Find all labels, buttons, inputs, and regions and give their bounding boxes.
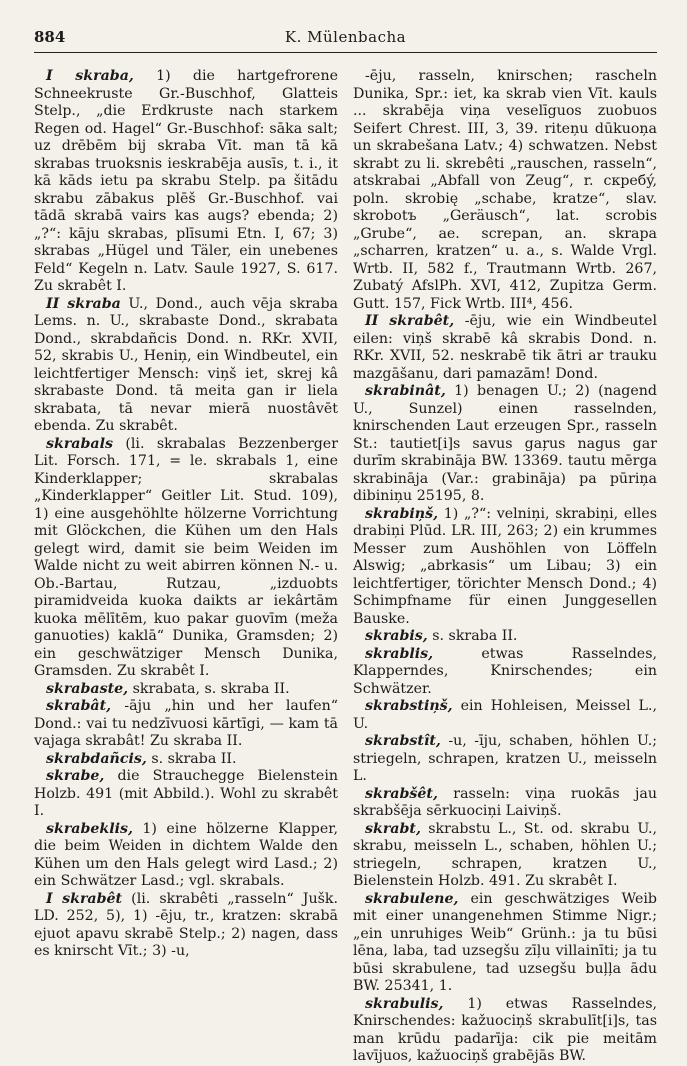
entry-text: s. skraba II. — [432, 628, 518, 644]
dictionary-entry — [353, 383, 657, 506]
dictionary-entry — [34, 296, 338, 436]
entry-headword: skrabis, — [365, 628, 428, 644]
entry-text: skrabata, s. skraba II. — [132, 680, 290, 697]
page-header — [34, 22, 657, 53]
page-number: 884 — [34, 28, 66, 46]
dictionary-entry — [353, 698, 657, 733]
entry-headword: skrabt, — [365, 820, 421, 837]
dictionary-entry — [353, 68, 657, 313]
entry-headword: skrabšêt, — [365, 785, 438, 802]
entry-headword: II skrabêt, — [365, 313, 455, 329]
entry-text: U., Dond., auch vēja skraba Lems. n. U., skrabaste Dond., skrabata Dond., skrabdañcis Dond. n. RKr. XVII, 52, skrabis U., Heniņ, ein Windbeutel, ein leichtfertiger Mensch: viņš iet, skrej kâ skrabaste Dond. tā meita gan ir liela skrabata, tā nevar mierā nuostâvēt ebenda. Zu skrabêt. — [34, 295, 338, 434]
dictionary-entry — [353, 646, 657, 699]
entry-text: skrabstu L., St. od. skrabu U., skrabu, meisseln L., schaben, höhlen U.; striegeln, schrapen, kratzen U., Bielenstein Holzb. 491. Zu skrabêt I. — [353, 820, 657, 889]
entry-headword: skrablis, — [365, 645, 434, 662]
dictionary-entry — [353, 506, 657, 629]
entry-headword: I skraba, — [46, 68, 134, 84]
entry-text: (li. skrabêti „rasseln“ Jušk. LD. 252, 5), 1) -ēju, tr., kratzen: skrabā ejuot apavu skrabē Stelp.; 2) nagen, dass es knirscht Vīt.; 3) -u, — [34, 890, 338, 959]
dictionary-entry — [353, 821, 657, 891]
entry-text: s. skraba II. — [151, 750, 237, 767]
entry-headword: skrabinât, — [365, 383, 446, 399]
dictionary-entry — [34, 68, 338, 296]
entry-text: ein Hohleisen, Meissel L., U. — [353, 698, 657, 732]
entry-text: -ēju, wie ein Windbeutel eilen: viņš skrabē kâ skrabis Dond. n. RKr. XVII, 52. neskrabē tik ātri ar trauku mazgāšanu, dari pamazām! Dond. — [353, 313, 657, 382]
dictionary-entry — [353, 996, 657, 1066]
dictionary-entry — [34, 891, 338, 961]
dictionary-entry — [353, 786, 657, 821]
entry-text: 1) etwas Rasselndes, Knirschendes: kažuociņš skrabulīt[i]s, tas man krūdu padarīja: cik pie meitām lavījuos, kažuociņš grabējās BW. — [353, 995, 657, 1064]
entry-headword: skrabe, — [46, 768, 105, 784]
dictionary-entry — [353, 891, 657, 996]
dictionary-entry — [34, 751, 338, 769]
entry-headword: skrabals — [46, 435, 113, 452]
right-column — [353, 68, 657, 1064]
entry-text: die Strauchegge Bielenstein Holzb. 491 (mit Abbild.). Wohl zu skrabêt I. — [34, 768, 338, 819]
text-columns — [34, 68, 657, 1064]
dictionary-entry — [34, 436, 338, 681]
entry-headword: skrabulene, — [365, 890, 459, 907]
entry-text: rasseln: viņa ruokās jau skrabšēja sērkuociņi Laiviņš. — [353, 785, 657, 819]
running-title: K. Mülenbacha — [284, 28, 407, 46]
entry-text: -ēju, rasseln, knirschen; rascheln Dunika, Spr.: iet, ka skrab vien Vīt. kauls ... skrabēja viņa veselīguos zuobuos Seifert Chrest. III, 3, 39. riteņu dūkuoņa un skrabešana Latv.; 4) schwatzen. Nebst skrabt zu li. skrebêti „rauschen, rasseln“, atskrabai „Abfall von Zeug“, r. скребý, poln. skrobię „schabe, kratze“, slav. skrobotъ „Geräusch“, lat. scrobis „Grube“, ae. screpan, an. skrapa „scharren, kratzen“ u. a., s. Walde Vrgl. Wrtb. II, 582 f., Trautmann Wrtb. 267, Zubatý AfslPh. XVI, 412, Zupitza Germ. Gutt. 157, Fick Wrtb. III⁴, 456. — [353, 68, 657, 312]
dictionary-entry — [353, 313, 657, 383]
dictionary-entry — [353, 733, 657, 786]
entry-headword: skrabaste, — [46, 680, 129, 697]
entry-text: 1) die hartgefrorene Schneekruste Gr.-Buschhof, Glatteis Stelp., „die Erdkruste nach starkem Regen od. Hagel“ Gr.-Buschhof: sāka salt; uz drēbēm bij skraba Vīt. man tā kā skrabas truoksnis ieskrabēja ausīs, t. i., it kā kāds ietu pa skrabu Stelp. pa šitādu skrabu zābakus plēš Gr.-Buschhof. vai tādā skrabā vairs kas augs? ebenda; 2) „?“: kāju skrabas, plīsumi Etn. I, 67; 3) skrabas „Hügel und Täler, ein unebenes Feld“ Kegeln n. Latv. Saule 1927, S. 617. Zu skrabêt I. — [34, 68, 338, 294]
entry-text: 1) „?“: velniņi, skrabiņi, elles drabiņi Plūd. LR. III, 263; 2) ein krummes Messer zum Aushöhlen von Löffeln Alswig; „abrkasis“ um Libau; 3) ein leichtfertiger, törichter Mensch Dond.; 4) Schimpfname für einen Junggesellen Bauske. — [353, 505, 657, 627]
entry-text: -āju „hin und her laufen“ Dond.: vai tu nedzīvuosi kārtīgi, — kam tā vajaga skrabât! Zu skraba II. — [34, 698, 338, 749]
entry-headword: skrabstiņš, — [365, 698, 453, 714]
entry-text: (li. skrabalas Bezzenberger Lit. Forsch. 171, = le. skrabals 1, eine Kinderklapper; skrabalas „Kinderklapper“ Geitler Lit. Stud. 109), 1) eine ausgehöhlte hölzerne Vorrichtung mit Glöckchen, die Kühen um den Hals gelegt wird, damit sie beim Weiden im Walde nicht zu weit abirren können N.- u. Ob.-Bartau, Rutzau, „izduobts piramidveida kuoka daikts ar iekârtām kuoka mēlītēm, kuo pakar guovīm (meža ganuoties) kaklā“ Dunika, Gramsden; 2) ein geschwätziger Mensch Dunika, Gramsden. Zu skrabêt I. — [34, 435, 338, 679]
dictionary-entry — [34, 768, 338, 821]
entry-text: -u, -īju, schaben, höhlen U.; striegeln, schrapen, kratzen U., meisseln L. — [353, 733, 657, 784]
dictionary-entry — [34, 681, 338, 699]
entry-headword: I skrabêt — [46, 890, 123, 907]
entry-headword: skrabât, — [46, 698, 112, 714]
entry-text: 1) benagen U.; 2) (nagend U., Sunzel) einen rasselnden, knirschenden Laut erzeugen Spr., rasseln St.: tautiet[i]s savus gaŗus nagus gar durīm skrabināja BW. 13369. tautu mērga skrabināja (Var.: grabināja) pa pūriņa dibiniņu 25195, 8. — [353, 383, 657, 504]
entry-headword: II skraba — [46, 295, 121, 312]
entry-headword: skrabiņš, — [365, 505, 439, 522]
dictionary-entry — [353, 628, 657, 646]
entry-text: ein geschwätziges Weib mit einer unangenehmen Stimme Nigr.; „ein unruhiges Weib“ Grünh.: ja tu būsi lēna, laba, tad uzsegšu zīļu villainīti; ja tu būsi skrabulene, tad uzsegšu buļļa ādu BW. 25341, 1. — [353, 890, 657, 994]
entry-headword: skrabdañcis, — [46, 750, 147, 767]
entry-text: etwas Rasselndes, Klapperndes, Knirschendes; ein Schwätzer. — [353, 645, 657, 697]
entry-text: 1) eine hölzerne Klapper, die beim Weiden in dichtem Walde den Kühen um den Hals gelegt wird Lasd.; 2) ein Schwätzer Lasd.; vgl. skrabals. — [34, 820, 338, 889]
entry-headword: skrabulis, — [365, 995, 444, 1012]
dictionary-entry — [34, 698, 338, 751]
left-column — [34, 68, 338, 1000]
dictionary-entry — [34, 821, 338, 891]
entry-headword: skrabstît, — [365, 733, 441, 749]
entry-headword: skrabeklis, — [46, 820, 133, 837]
